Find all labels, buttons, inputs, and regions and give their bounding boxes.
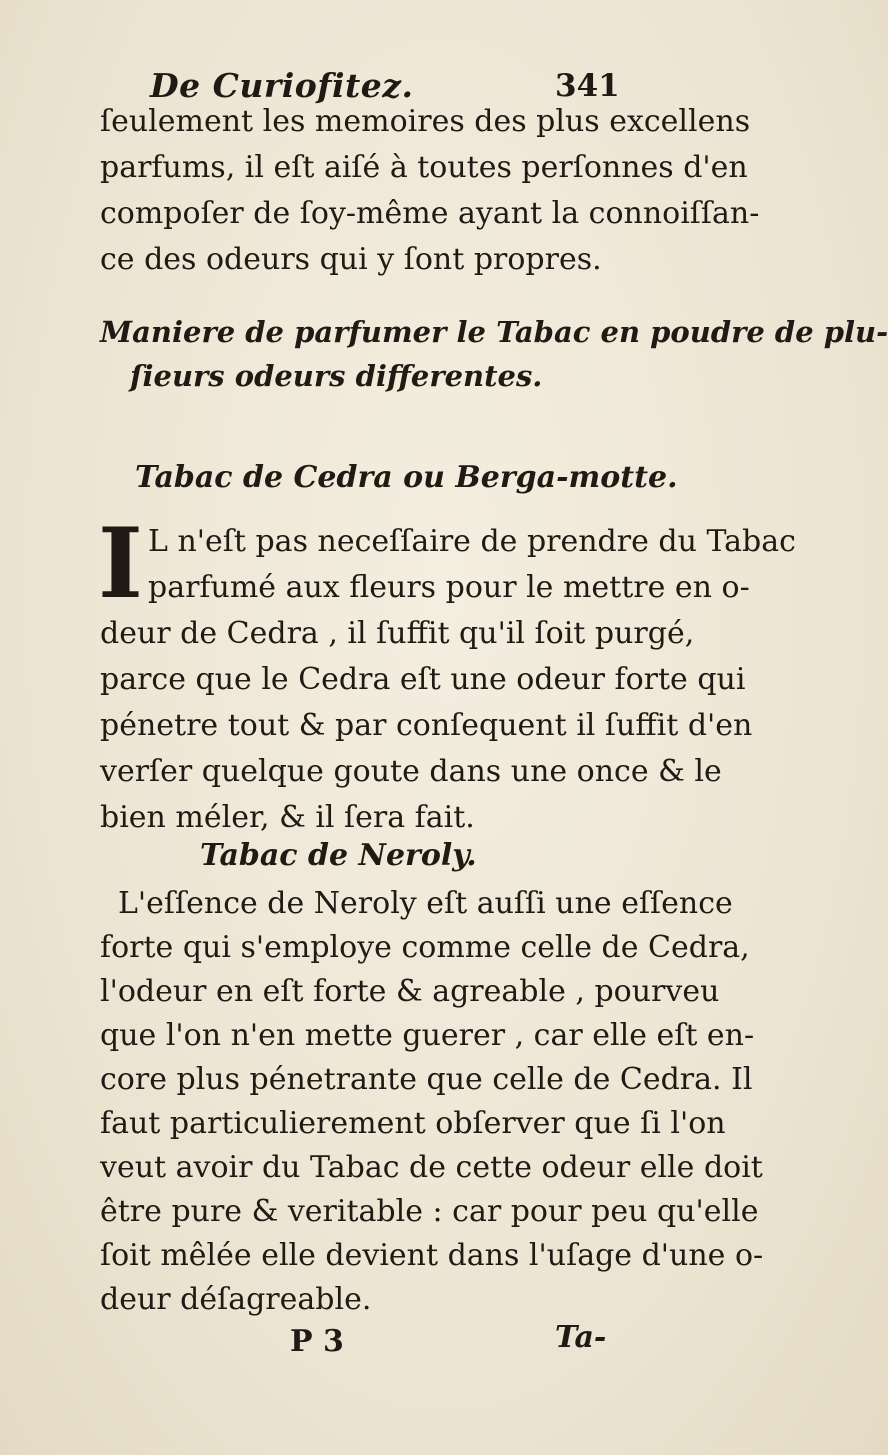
- para2-line-3: l'odeur en eſt forte & agreable , pourveu: [100, 974, 720, 1009]
- para1-line-3: deur de Cedra , il ſuffit qu'il ſoit purgé,: [100, 616, 695, 651]
- subheading-neroly: Tabac de Neroly.: [200, 838, 477, 873]
- para2-line-6: faut particulierement obſerver que ſi l'on: [100, 1106, 726, 1141]
- para2-line-10: deur déſagreable.: [100, 1282, 372, 1317]
- para1-line-5: pénetre tout & par conſequent il ſuffit d'en: [100, 708, 753, 743]
- section-heading-line-2: ſieurs odeurs differentes.: [130, 359, 543, 393]
- para2-line-8: être pure & veritable : car pour peu qu'elle: [100, 1194, 759, 1229]
- para2-line-7: veut avoir du Tabac de cette odeur elle doit: [100, 1150, 763, 1185]
- para1-line-6: verſer quelque goute dans une once & le: [100, 754, 722, 789]
- para2-line-1: L'eſſence de Neroly eſt auſſi une eſſence: [118, 886, 733, 921]
- intro-line-4: ce des odeurs qui y ſont propres.: [100, 242, 602, 277]
- para1-line-1: L n'eſt pas neceſſaire de prendre du Tabac: [148, 524, 796, 559]
- page-number: 341: [555, 68, 620, 104]
- running-head-title: De Curiofitez.: [150, 66, 414, 105]
- intro-line-1: ſeulement les memoires des plus excellens: [100, 104, 751, 139]
- intro-line-2: parfums, il eſt aiſé à toutes perſonnes d'en: [100, 150, 748, 185]
- para1-line-4: parce que le Cedra eſt une odeur forte qui: [100, 662, 746, 697]
- drop-cap: I: [98, 507, 143, 620]
- para2-line-4: que l'on n'en mette guerer , car elle eſt en-: [100, 1018, 755, 1053]
- intro-line-3: compoſer de ſoy-même ayant la connoiſſan-: [100, 196, 760, 231]
- para2-line-2: forte qui s'employe comme celle de Cedra,: [100, 930, 750, 965]
- para2-line-9: ſoit mêlée elle devient dans l'uſage d'une o-: [100, 1238, 764, 1273]
- signature-mark: P 3: [290, 1324, 344, 1359]
- catchword: Ta-: [555, 1320, 607, 1355]
- para1-line-2: parfumé aux fleurs pour le mettre en o-: [148, 570, 750, 605]
- para2-line-5: core plus pénetrante que celle de Cedra. Il: [100, 1062, 753, 1097]
- section-heading-line-1: Maniere de parfumer le Tabac en poudre de plu-: [100, 315, 888, 349]
- para1-line-7: bien méler, & il ſera fait.: [100, 800, 475, 835]
- subheading-cedra: Tabac de Cedra ou Berga-motte.: [135, 460, 678, 495]
